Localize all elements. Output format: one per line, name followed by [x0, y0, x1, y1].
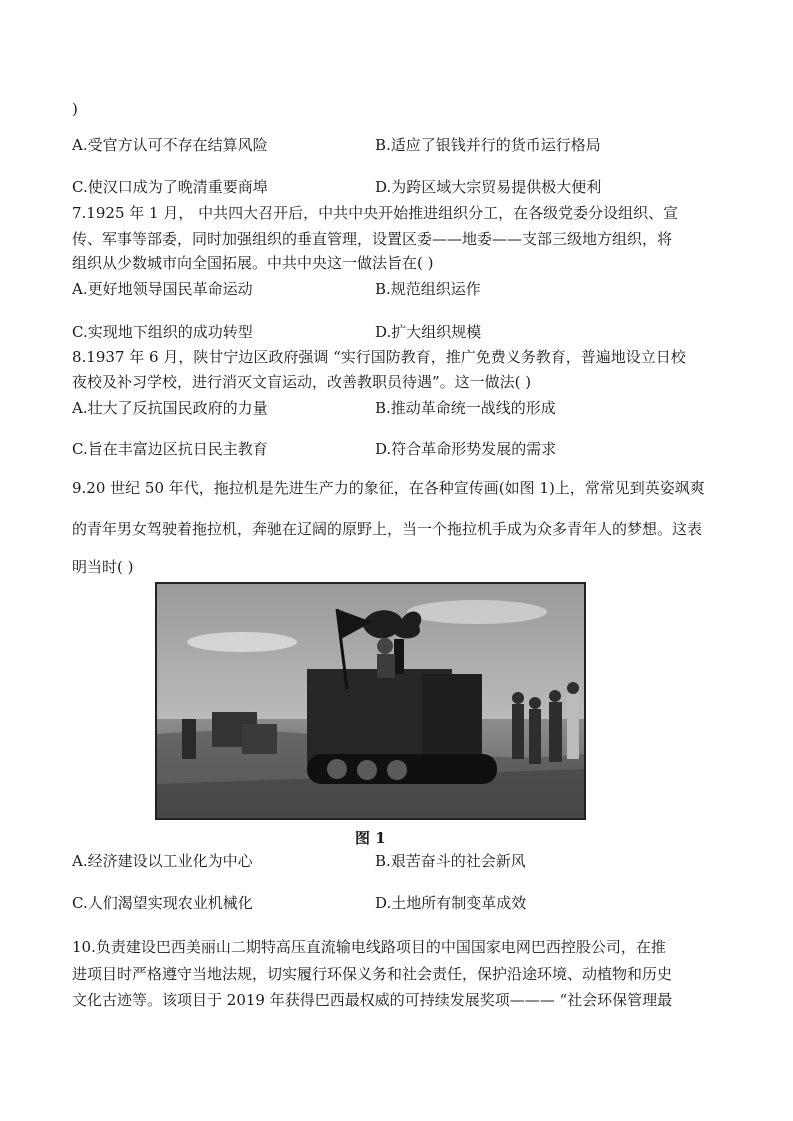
- q7-stem-line-1: 7.1925 年 1 月， 中共四大召开后，中共中央开始推进组织分工，在各级党委分设组织、宣: [72, 204, 679, 222]
- q8-option-a: A.壮大了反抗国民政府的力量: [72, 399, 268, 417]
- q9-option-b: B.艰苦奋斗的社会新风: [375, 852, 526, 870]
- q6-option-b: B.适应了银钱并行的货币运行格局: [375, 136, 601, 154]
- q9-option-a: A.经济建设以工业化为中心: [72, 852, 253, 870]
- q6-option-d: D.为跨区域大宗贸易提供极大便利: [375, 178, 602, 196]
- q7-stem-line-2: 传、军事等部委，同时加强组织的垂直管理，设置区委——地委——支部三级地方组织，将: [72, 230, 673, 248]
- figure-1-caption: 图 1: [355, 829, 386, 847]
- q7-option-c: C.实现地下组织的成功转型: [72, 323, 253, 341]
- q6-option-c: C.使汉口成为了晚清重要商埠: [72, 178, 268, 196]
- q10-stem-line-2: 进项目时严格遵守当地法规，切实履行环保义务和社会责任，保护沿途环境、动植物和历史: [72, 965, 673, 983]
- q8-option-b: B.推动革命统一战线的形成: [375, 399, 556, 417]
- q8-stem-line-1: 8.1937 年 6 月，陕甘宁边区政府强调 “实行国防教育，推广免费义务教育，普遍地设立日校: [72, 348, 686, 366]
- question-fragment-paren: ): [72, 100, 78, 118]
- q10-stem-line-3: 文化古迹等。该项目于 2019 年获得巴西最权威的可持续发展奖项——— “社会环保管理最: [72, 991, 673, 1009]
- q8-option-c: C.旨在丰富边区抗日民主教育: [72, 440, 268, 458]
- q7-option-d: D.扩大组织规模: [375, 323, 482, 341]
- q9-option-c: C.人们渴望实现农业机械化: [72, 894, 253, 912]
- q9-stem-line-1: 9.20 世纪 50 年代，拖拉机是先进生产力的象征，在各种宣传画(如图 1)上，常常见到英姿飒爽: [72, 479, 705, 497]
- q9-stem-line-3: 明当时( ): [72, 558, 134, 576]
- q7-option-a: A.更好地领导国民革命运动: [72, 280, 253, 298]
- figure-1-tractor-illustration: [155, 582, 586, 820]
- q7-option-b: B.规范组织运作: [375, 280, 481, 298]
- q9-option-d: D.土地所有制变革成效: [375, 894, 527, 912]
- q8-option-d: D.符合革命形势发展的需求: [375, 440, 557, 458]
- q8-stem-line-2: 夜校及补习学校，进行消灭文盲运动，改善教职员待遇”。这一做法( ): [72, 373, 532, 391]
- q9-stem-line-2: 的青年男女驾驶着拖拉机，奔驰在辽阔的原野上，当一个拖拉机手成为众多青年人的梦想。这表: [72, 520, 703, 538]
- q7-stem-line-3: 组织从少数城市向全国拓展。中共中央这一做法旨在( ): [72, 254, 434, 272]
- q6-option-a: A.受官方认可不存在结算风险: [72, 136, 268, 154]
- q10-stem-line-1: 10.负责建设巴西美丽山二期特高压直流输电线路项目的中国国家电网巴西控股公司，在推: [72, 938, 666, 956]
